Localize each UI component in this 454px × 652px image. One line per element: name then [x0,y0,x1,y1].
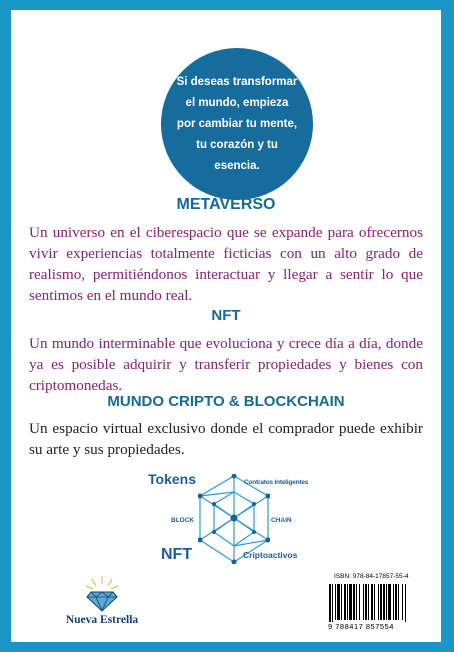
label-chain: CHAIN [271,517,292,524]
label-block: BLOCK [171,517,195,524]
diamond-icon [85,576,119,612]
label-contratos-inteligentes: Contratos Inteligentes [244,479,309,486]
paragraph-metaverso: Un universo en el ciberespacio que se expande para ofrecernos vivir experiencias totalmente ficticias con un alto grado de realismo, permitiéndonos interactuar y llegar a sentir lo que sentimos en el mundo real. [29,224,423,304]
quote-text: Si deseas transformar el mundo, empieza por cambiar tu mente, tu corazón y tu esencia. [176,75,298,172]
heading-metaverso: METAVERSO [176,196,276,213]
heading-cripto-blockchain: MUNDO CRIPTO & BLOCKCHAIN [107,393,345,410]
publisher-logo [55,576,149,630]
paragraph-cripto-blockchain: Un espacio virtual exclusivo donde el comprador puede exhibir su arte y sus propiedades. [29,420,423,458]
label-tokens: Tokens [148,471,196,487]
paragraph-nft: Un mundo interminable que evoluciona y crece día a día, donde ya es posible adquirir y transferir propiedades y bienes con criptomonedas. [29,335,423,394]
publisher-name: Nueva Estrella [65,614,139,626]
blockchain-graphic [148,470,316,566]
isbn-label: ISBN: 978-84-17857-55-4 [334,573,409,580]
label-criptoactivos: Criptoactivos [243,550,298,560]
barcode-number: 9 788417 857554 [328,622,394,631]
quote-circle [161,48,313,200]
barcode-icon [327,584,431,622]
label-nft: NFT [161,546,193,563]
back-cover [11,10,441,642]
heading-nft: NFT [211,307,241,324]
